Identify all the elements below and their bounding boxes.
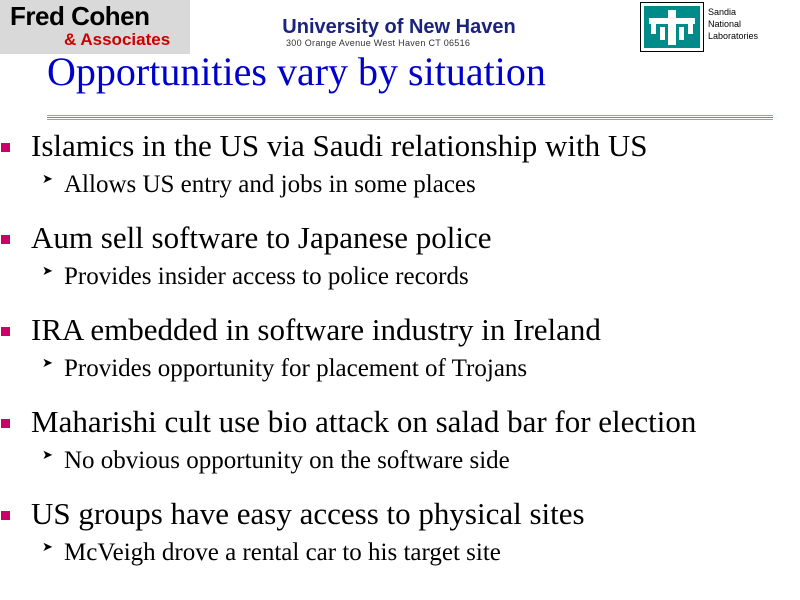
sub-bullet-text: McVeigh drove a rental car to his target site: [64, 539, 501, 566]
bullet-text: Islamics in the US via Saudi relationship with US: [31, 128, 648, 163]
sub-list-item: [0, 262, 800, 308]
arrowhead-bullet-icon: ➤: [42, 540, 53, 555]
sub-bullet-text: Provides opportunity for placement of Trojans: [64, 355, 528, 382]
square-bullet-icon: [1, 419, 10, 428]
list-item: [0, 308, 800, 354]
sub-list-item: [0, 170, 800, 216]
sub-bullet-text: Allows US entry and jobs in some places: [64, 171, 476, 198]
title-divider-2: [47, 117, 773, 118]
sub-bullet-text: Provides insider access to police records: [64, 263, 469, 290]
square-bullet-icon: [1, 235, 10, 244]
arrowhead-bullet-icon: ➤: [42, 356, 53, 371]
square-bullet-icon: [1, 327, 10, 336]
bullet-text: US groups have easy access to physical sites: [31, 496, 585, 531]
sandia-line-1: Sandia: [708, 7, 737, 17]
bullet-text: IRA embedded in software industry in Ireland: [31, 312, 601, 347]
sandia-logo-icon: [640, 2, 704, 52]
bullet-text: Maharishi cult use bio attack on salad bar for election: [31, 404, 697, 439]
sandia-label: [708, 6, 758, 42]
fred-cohen-logo: [0, 0, 190, 54]
bullet-list: [0, 124, 800, 584]
square-bullet-icon: [1, 143, 10, 152]
arrowhead-bullet-icon: ➤: [42, 264, 53, 279]
sandia-line-3: Laboratories: [708, 31, 759, 41]
sandia-line-2: National: [708, 19, 742, 29]
logo-associates-text: & Associates: [64, 30, 171, 49]
university-name: University of New Haven: [282, 16, 516, 38]
sub-bullet-text: No obvious opportunity on the software side: [64, 447, 510, 474]
title-divider-3: [47, 119, 773, 120]
arrowhead-bullet-icon: ➤: [42, 448, 53, 463]
square-bullet-icon: [1, 511, 10, 520]
sub-list-item: [0, 446, 800, 492]
list-item: [0, 400, 800, 446]
sub-list-item: [0, 354, 800, 400]
sub-list-item: [0, 538, 800, 584]
list-item: [0, 492, 800, 538]
bullet-text: Aum sell software to Japanese police: [31, 220, 492, 255]
sandia-thunderbird-icon: [641, 3, 703, 51]
list-item: [0, 216, 800, 262]
title-divider-1: [47, 115, 773, 116]
slide-title: Opportunities vary by situation: [47, 49, 546, 94]
arrowhead-bullet-icon: ➤: [42, 172, 53, 187]
logo-fred-cohen-text: Fred Cohen: [10, 1, 150, 31]
list-item: [0, 124, 800, 170]
university-logo: [258, 16, 540, 48]
university-address: 300 Orange Avenue West Haven CT 06516: [286, 38, 471, 48]
